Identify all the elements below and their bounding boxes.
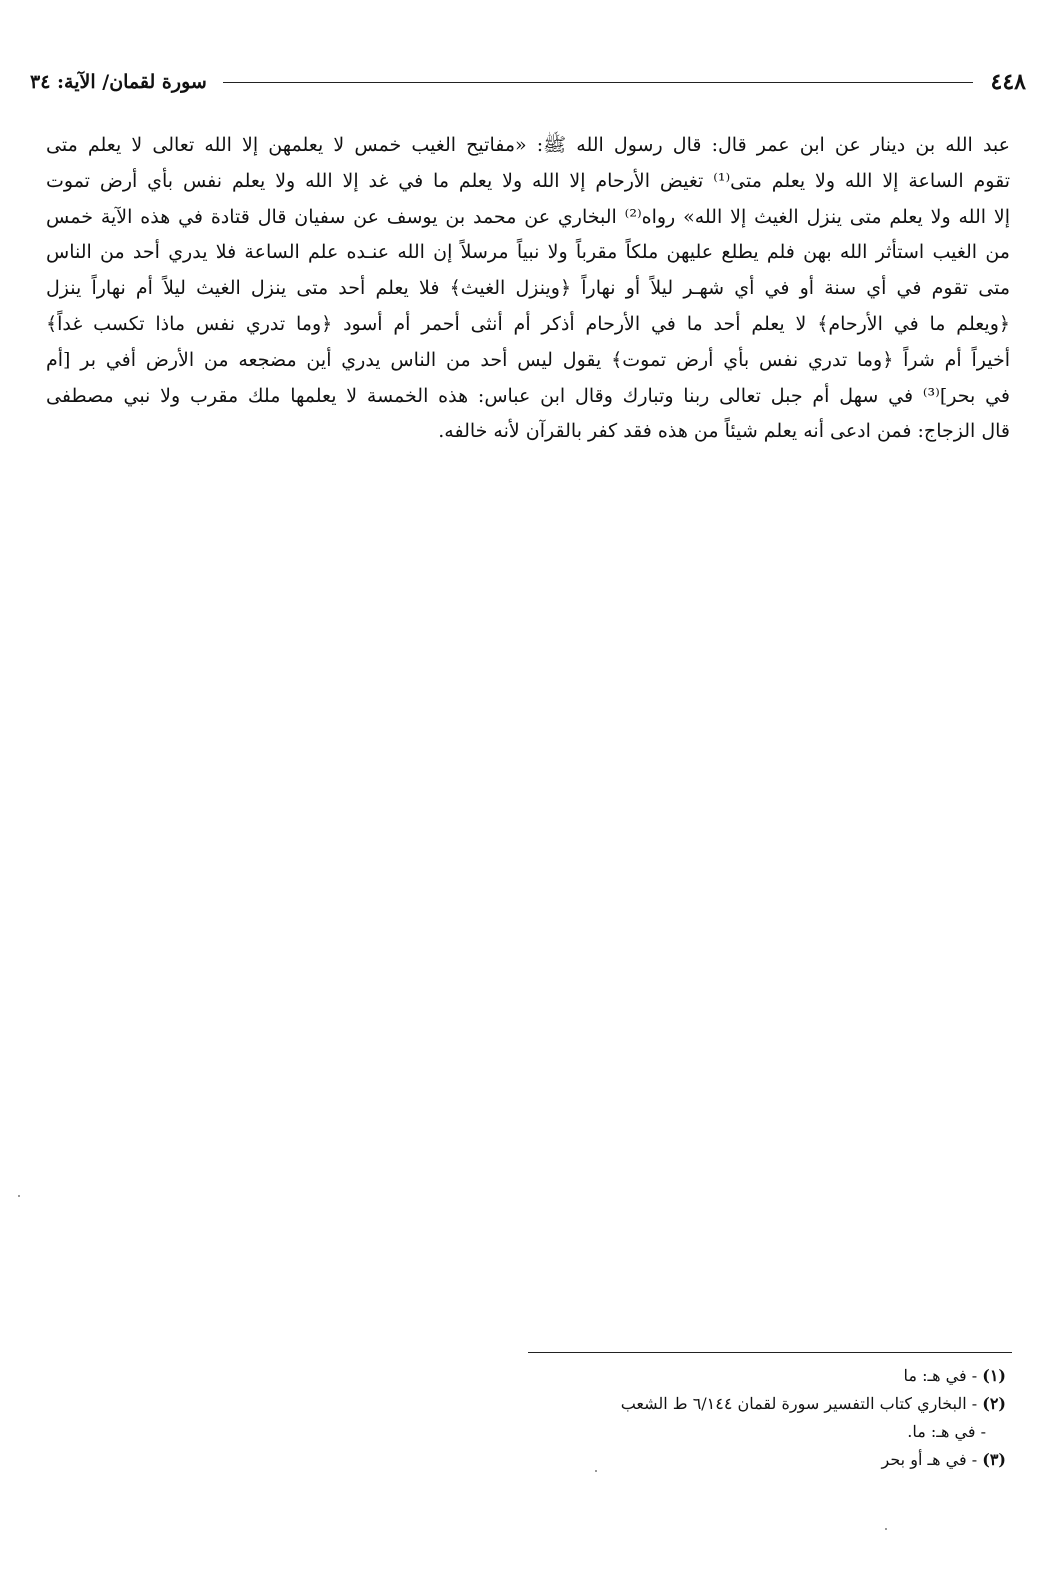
header-rule [223, 82, 973, 83]
footnote-text: - في هـ: ما [903, 1366, 978, 1385]
body-line: في بحر]⁽³⁾ في سهل أم جبل تعالى ربنا وتبارك وقال ابن عباس: هذه الخمسة لا يعلمها ملك مقرب ولا نبي مصطفى [46, 384, 1010, 407]
body-line: عبد الله بن دينار عن ابن عمر قال: قال رسول الله ﷺ: «مفاتيح الغيب خمس لا يعلمهن إلا الله تعالى لا يعلم متى [46, 134, 1010, 156]
footnote-number: (٢) [982, 1394, 1006, 1413]
body-line: ﴿ويعلم ما في الأرحام﴾ لا يعلم أحد ما في الأرحام أذكر أم أنثى أحمر أم أسود ﴿وما تدري نفس ماذا تكسب غداً﴾ [46, 312, 1010, 335]
body-line: تقوم الساعة إلا الله ولا يعلم متى⁽¹⁾ تغيض الأرحام إلا الله ولا يعلم ما في غد إلا الله ولا يعلم نفس بأي أرض تموت [46, 169, 1010, 192]
footnote-rule [528, 1352, 1012, 1353]
footnote [406, 1418, 1006, 1446]
footnote [406, 1390, 1006, 1418]
footnotes [406, 1362, 1006, 1474]
scan-speck [18, 1195, 20, 1197]
body-text [46, 128, 1010, 450]
running-title: سورة لقمان/ الآية: ٣٤ [30, 71, 207, 93]
footnote-number: (٣) [982, 1450, 1006, 1469]
page-header [30, 64, 1026, 100]
body-line: قال الزجاج: فمن ادعى أنه يعلم شيئاً من هذه فقد كفر بالقرآن لأنه خالفه. [438, 420, 1010, 443]
scan-speck [595, 1470, 597, 1472]
body-line: أخيراً أم شراً ﴿وما تدري نفس بأي أرض تموت﴾ يقول ليس أحد من الناس يدري أين مضجعه من الأرض أفي بر [أم [46, 348, 1010, 371]
footnote [406, 1362, 1006, 1390]
footnote [406, 1446, 1006, 1474]
footnote-number: (١) [982, 1366, 1006, 1385]
footnote-text: - في هـ: ما. [907, 1422, 986, 1441]
body-line: من الغيب استأثر الله بهن فلم يطلع عليهن ملكاً مقرباً ولا نبياً مرسلاً إن الله عنـده علم الساعة فلا يدري أحد من الناس [46, 241, 1010, 264]
scan-speck [885, 1528, 887, 1530]
page-number: ٤٤٨ [990, 69, 1026, 95]
footnote-text: - البخاري كتاب التفسير سورة لقمان ٦/١٤٤ ط الشعب [620, 1394, 978, 1413]
body-line: متى تقوم في أي سنة أو في أي شهـر ليلاً أو نهاراً ﴿وينزل الغيث﴾ فلا يعلم أحد متى ينزل الغيث ليلاً أم نهاراً ينزل [46, 277, 1010, 300]
footnote-text: - في هـ أو بحر [881, 1450, 978, 1469]
body-line: إلا الله ولا يعلم متى ينزل الغيث إلا الله» رواه⁽²⁾ البخاري عن محمد بن يوسف عن سفيان قال قتادة في هذه الآية خمس [46, 205, 1010, 228]
